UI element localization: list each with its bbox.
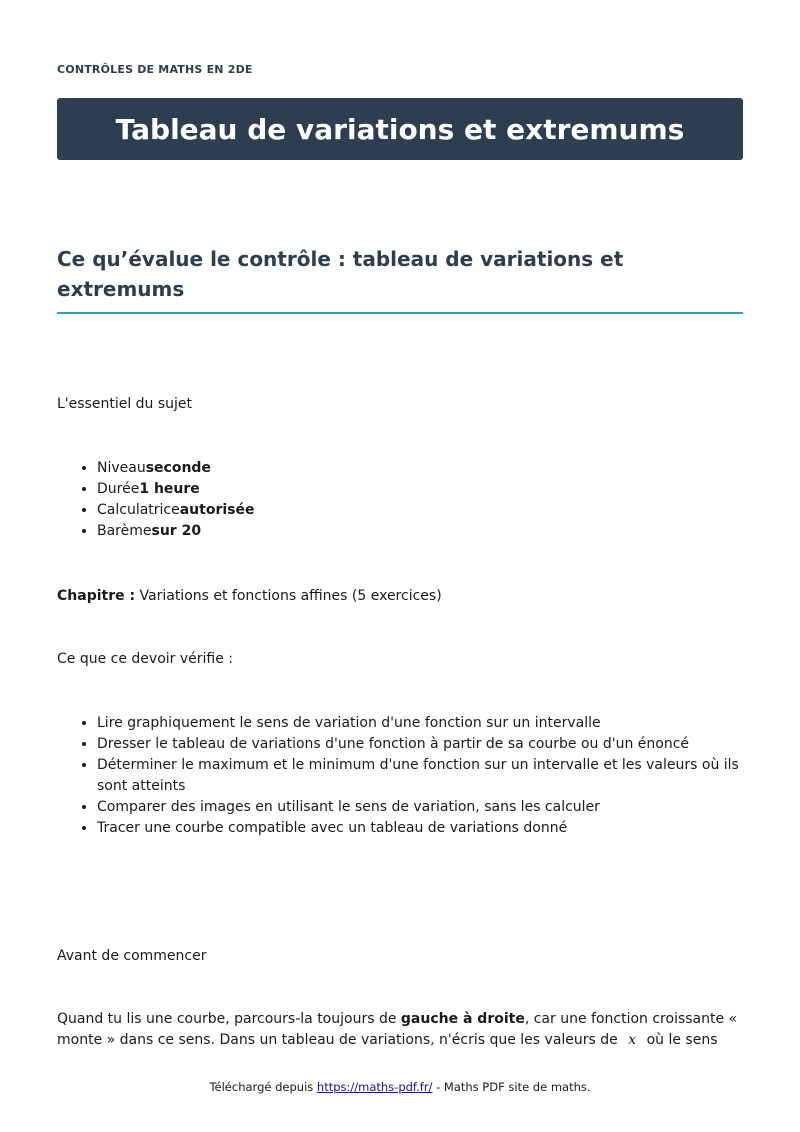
footer-link[interactable]: https://maths-pdf.fr/ xyxy=(316,1080,433,1094)
list-item: • Comparer des images en utilisant le sens de variation, sans les calculer xyxy=(97,797,743,818)
chapitre-line xyxy=(57,586,442,607)
page-title: Tableau de variations et extremums xyxy=(115,112,685,146)
list-item: • Déterminer le maximum et le minimum d'une fonction sur un intervalle et les valeurs où ils sont atteints xyxy=(97,755,743,797)
chapitre-value: Variations et fonctions affines (5 exercices) xyxy=(135,588,442,604)
page-kicker: CONTRÔLES DE MATHS EN 2DE xyxy=(57,63,253,76)
list-item: • Calculatriceautorisée xyxy=(97,500,743,521)
list-item: • Tracer une courbe compatible avec un tableau de variations donné xyxy=(97,818,743,839)
avant-paragraph: Quand tu lis une courbe, parcours-la toujours de gauche à droite, car une fonction croissante « monte » dans ce sens. Dans un tableau de variations, n'écris que les valeurs de x où le sens xyxy=(57,1011,738,1048)
list-item: • Dresser le tableau de variations d'une fonction à partir de sa courbe ou d'un énoncé xyxy=(97,734,743,755)
list-item: • Niveauseconde xyxy=(97,458,743,479)
title-banner xyxy=(57,98,743,160)
list-item: • Barèmesur 20 xyxy=(97,521,743,542)
list-item: • Lire graphiquement le sens de variation d'une fonction sur un intervalle xyxy=(97,713,743,734)
footer: Téléchargé depuis https://maths-pdf.fr/ - Maths PDF site de maths. xyxy=(209,1080,591,1094)
essentiel-heading: L'essentiel du sujet xyxy=(57,396,193,412)
avant-heading: Avant de commencer xyxy=(57,948,207,964)
essentiel-list xyxy=(57,458,743,542)
list-item: • Durée1 heure xyxy=(97,479,743,500)
section-title: Ce qu’évalue le contrôle : tableau de variations et extremums xyxy=(57,244,743,314)
chapitre-label: Chapitre : xyxy=(57,588,136,604)
verifie-heading: Ce que ce devoir vérifie : xyxy=(57,651,234,667)
math-variable: x xyxy=(628,1032,637,1048)
verifie-list xyxy=(57,713,743,839)
